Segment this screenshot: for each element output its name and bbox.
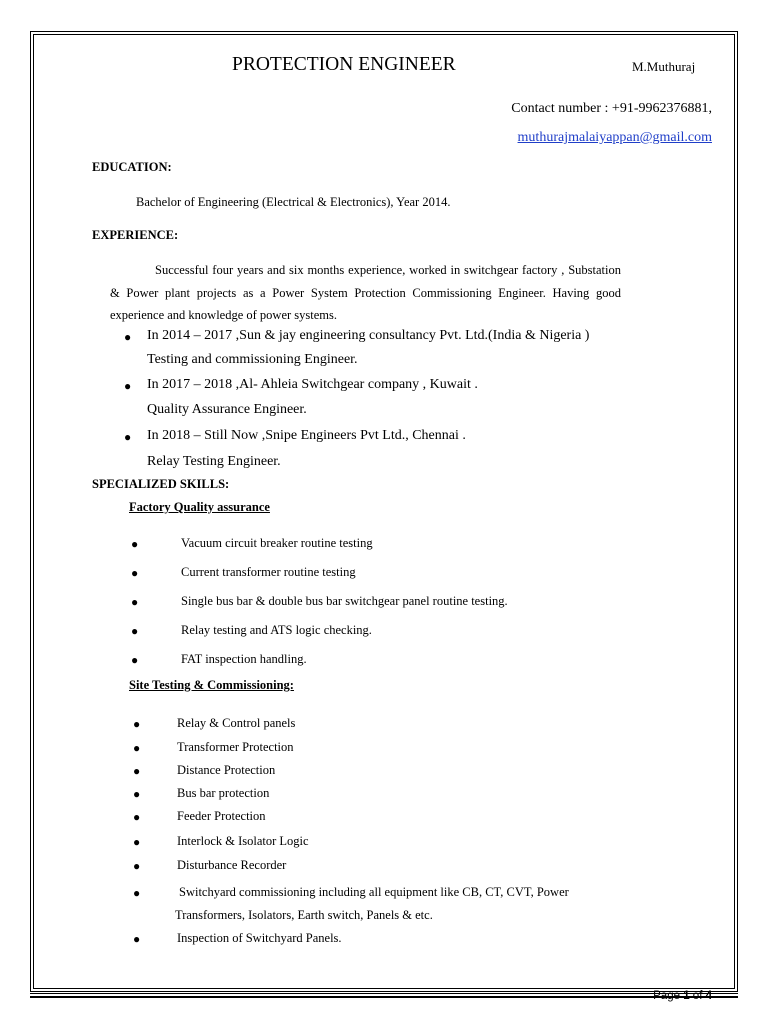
bullet-icon: ● <box>131 566 139 580</box>
factory-qa-subheading: Factory Quality assurance <box>129 500 270 514</box>
page-of: of <box>692 990 703 1002</box>
bullet-icon: ● <box>124 430 132 444</box>
bullet-icon: ● <box>124 330 132 344</box>
bullet-icon: ● <box>133 741 141 755</box>
education-degree: Bachelor of Engineering (Electrical & Electronics), Year 2014. <box>136 195 451 209</box>
bullet-icon: ● <box>131 624 139 638</box>
skill-item: Interlock & Isolator Logic <box>177 834 309 848</box>
skill-item: Relay & Control panels <box>177 716 296 730</box>
contact-number: Contact number : +91-9962376881, <box>511 101 712 116</box>
page-total: 4 <box>705 990 712 1002</box>
author-name: M.Muthuraj <box>632 59 696 74</box>
skill-item: Current transformer routine testing <box>181 565 356 579</box>
footer-rule <box>30 996 738 998</box>
bullet-icon: ● <box>131 537 139 551</box>
job-role: Quality Assurance Engineer. <box>147 402 307 417</box>
job-period-company: In 2018 – Still Now ,Snipe Engineers Pvt Ltd., Chennai . <box>147 428 466 443</box>
bullet-icon: ● <box>133 886 141 900</box>
bullet-icon: ● <box>133 859 141 873</box>
footer-rule <box>30 993 738 994</box>
skill-item: Switchyard commissioning including all equipment like CB, CT, CVT, Power <box>179 885 569 899</box>
skills-heading: SPECIALIZED SKILLS: <box>92 477 230 491</box>
skill-item: Single bus bar & double bus bar switchgear panel routine testing. <box>181 594 508 608</box>
skill-item: Feeder Protection <box>177 809 266 823</box>
job-period-company: In 2014 – 2017 ,Sun & jay engineering consultancy Pvt. Ltd.(India & Nigeria ) <box>147 328 590 343</box>
skill-item: Vacuum circuit breaker routine testing <box>181 536 373 550</box>
bullet-icon: ● <box>133 717 141 731</box>
job-role: Testing and commissioning Engineer. <box>147 352 358 367</box>
bullet-icon: ● <box>133 764 141 778</box>
skill-item: Inspection of Switchyard Panels. <box>177 931 342 945</box>
skill-item-continuation: Transformers, Isolators, Earth switch, Panels & etc. <box>175 908 433 922</box>
document-title: PROTECTION ENGINEER <box>232 54 456 75</box>
skill-item: Bus bar protection <box>177 786 270 800</box>
summary-line: experience and knowledge of power systems. <box>110 308 338 322</box>
bullet-icon: ● <box>131 595 139 609</box>
job-period-company: In 2017 – 2018 ,Al- Ahleia Switchgear company , Kuwait . <box>147 377 478 392</box>
skill-item: Disturbance Recorder <box>177 858 287 872</box>
bullet-icon: ● <box>124 379 132 393</box>
job-role: Relay Testing Engineer. <box>147 454 281 469</box>
email-link[interactable]: muthurajmalaiyappan@gmail.com <box>517 130 712 145</box>
skill-item: Relay testing and ATS logic checking. <box>181 623 372 637</box>
site-testing-subheading: Site Testing & Commissioning: <box>129 678 294 692</box>
page-label: Page <box>653 990 680 1002</box>
bullet-icon: ● <box>131 653 139 667</box>
summary-line: Successful four years and six months experience, worked in switchgear factory , Substation <box>155 263 621 277</box>
page-number <box>653 990 712 1002</box>
bullet-icon: ● <box>133 932 141 946</box>
experience-heading: EXPERIENCE: <box>92 228 179 242</box>
summary-line: & Power plant projects as a Power System Protection Commissioning Engineer. Having good <box>110 285 621 300</box>
skill-item: FAT inspection handling. <box>181 652 307 666</box>
skill-item: Transformer Protection <box>177 740 294 754</box>
experience-summary <box>110 259 621 327</box>
bullet-icon: ● <box>133 787 141 801</box>
skill-item: Distance Protection <box>177 763 276 777</box>
bullet-icon: ● <box>133 810 141 824</box>
page-current: 1 <box>683 990 690 1002</box>
bullet-icon: ● <box>133 835 141 849</box>
education-heading: EDUCATION: <box>92 160 172 174</box>
